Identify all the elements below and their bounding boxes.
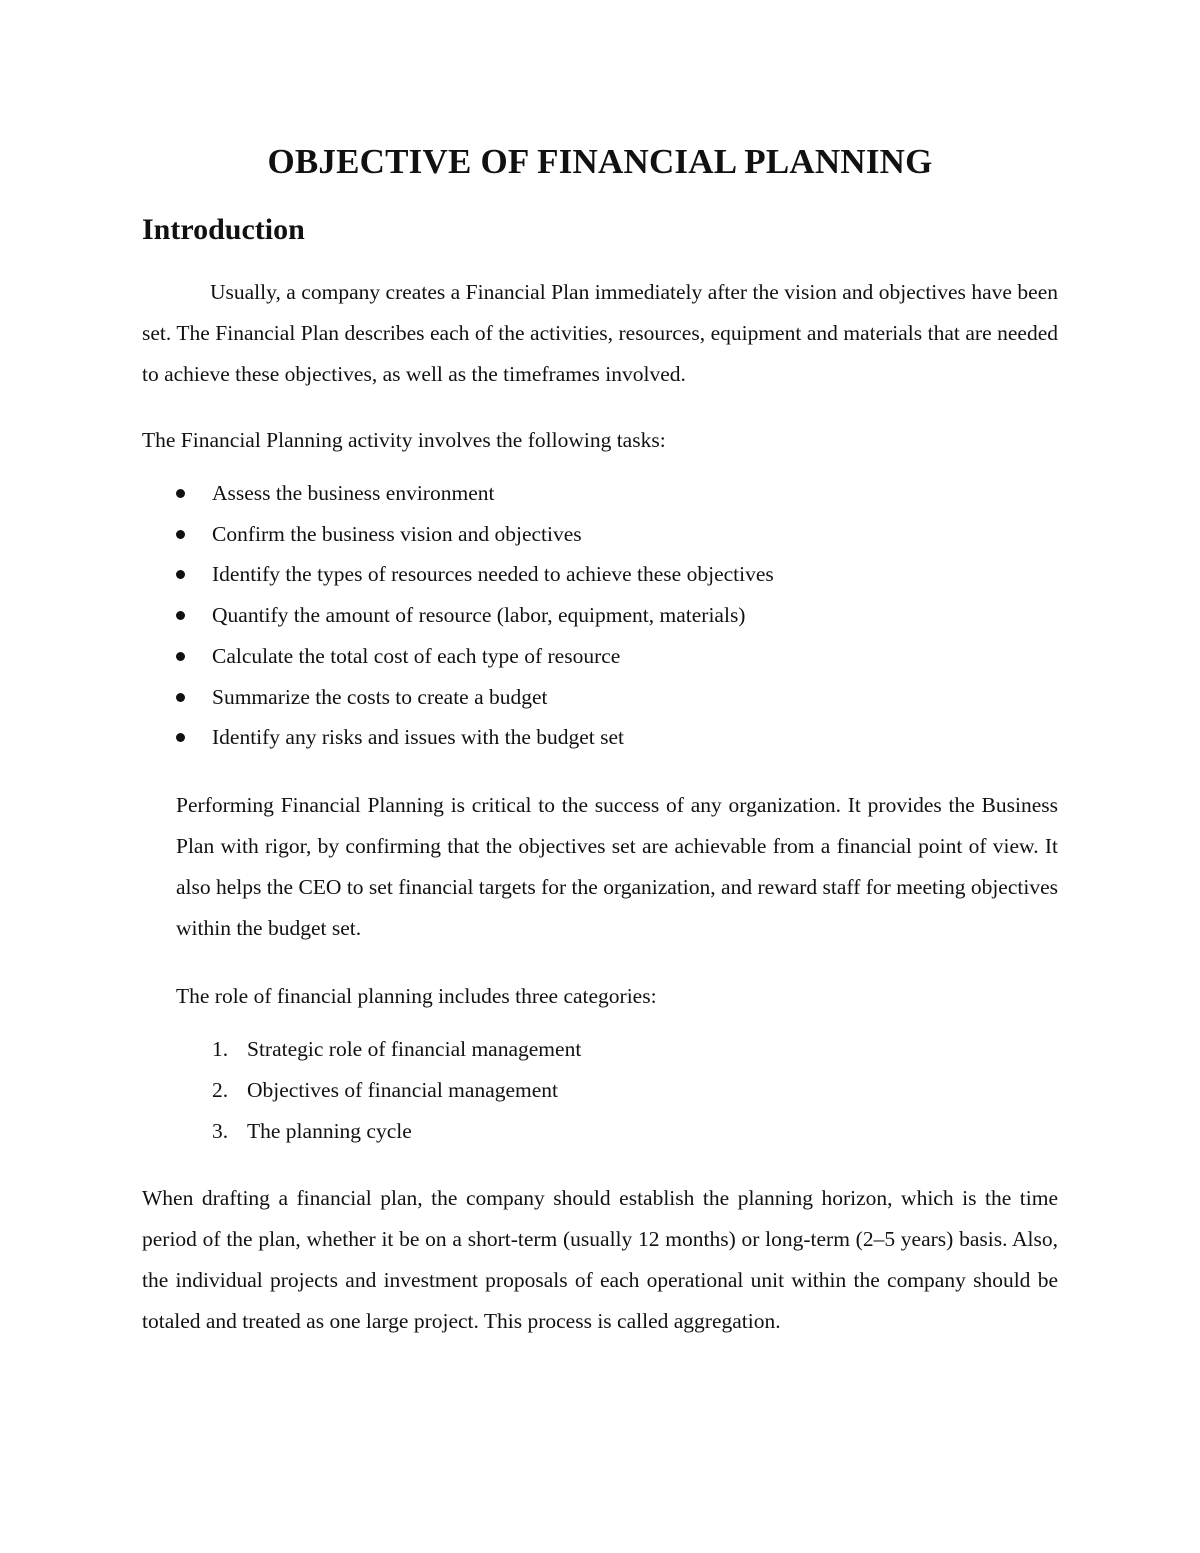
list-item-text: The planning cycle	[247, 1119, 412, 1143]
drafting-paragraph: When drafting a financial plan, the company should establish the planning horizon, which is the time period of the plan, whether it be on a short-term (usually 12 months) or long-term (2–5 years) basis. Also, the individual projects and investment proposals of each operational unit within the company should be totaled and treated as one large project. This process is called aggregation.	[142, 1186, 1058, 1333]
list-item-number: 1.	[212, 1037, 229, 1061]
list-item	[142, 717, 1058, 758]
intro-paragraph: Usually, a company creates a Financial Plan immediately after the vision and objectives have been set. The Financial Plan describes each of the activities, resources, equipment and materials that are needed to achieve these objectives, as well as the timeframes involved.	[142, 280, 1058, 386]
list-item	[176, 1070, 1058, 1111]
list-item-text: Identify any risks and issues with the budget set	[212, 725, 625, 750]
list-item	[176, 1111, 1058, 1152]
list-item-number: 2.	[212, 1078, 229, 1102]
bullet-icon	[176, 530, 185, 539]
role-intro-paragraph: The role of financial planning includes three categories:	[176, 984, 657, 1008]
list-item	[142, 514, 1058, 555]
performing-paragraph: Performing Financial Planning is critical to the success of any organization. It provides the Business Plan with rigor, by confirming that the objectives set are achievable from a financial point of view. It also helps the CEO to set financial targets for the organization, and reward staff for meeting objectives within the budget set.	[176, 793, 1058, 940]
bullet-icon	[176, 611, 185, 620]
page-title: OBJECTIVE OF FINANCIAL PLANNING	[267, 142, 933, 181]
list-item-text: Objectives of financial management	[247, 1078, 559, 1102]
list-item	[176, 1029, 1058, 1070]
list-item-text: Calculate the total cost of each type of resource	[212, 643, 621, 668]
list-item-text: Assess the business environment	[212, 481, 495, 505]
list-item-text: Confirm the business vision and objectives	[212, 521, 582, 546]
bullet-icon	[176, 570, 185, 579]
list-item	[142, 636, 1058, 677]
tasks-intro-paragraph: The Financial Planning activity involves the following tasks:	[142, 428, 666, 452]
list-item-text: Identify the types of resources needed to achieve these objectives	[212, 562, 774, 587]
bullet-icon	[176, 489, 185, 498]
list-item	[142, 554, 1058, 595]
bullet-icon	[176, 693, 185, 702]
list-item-text: Summarize the costs to create a budget	[212, 684, 548, 709]
list-item	[142, 595, 1058, 636]
bullet-icon	[176, 652, 185, 661]
list-item	[142, 473, 1058, 514]
list-item-number: 3.	[212, 1119, 229, 1143]
list-item-text: Quantify the amount of resource (labor, equipment, materials)	[212, 603, 746, 628]
list-item-text: Strategic role of financial management	[247, 1037, 582, 1061]
role-categories-list	[176, 1029, 1058, 1152]
list-item	[142, 677, 1058, 718]
section-heading-introduction: Introduction	[142, 213, 305, 246]
tasks-bullet-list	[142, 473, 1058, 758]
bullet-icon	[176, 733, 185, 742]
